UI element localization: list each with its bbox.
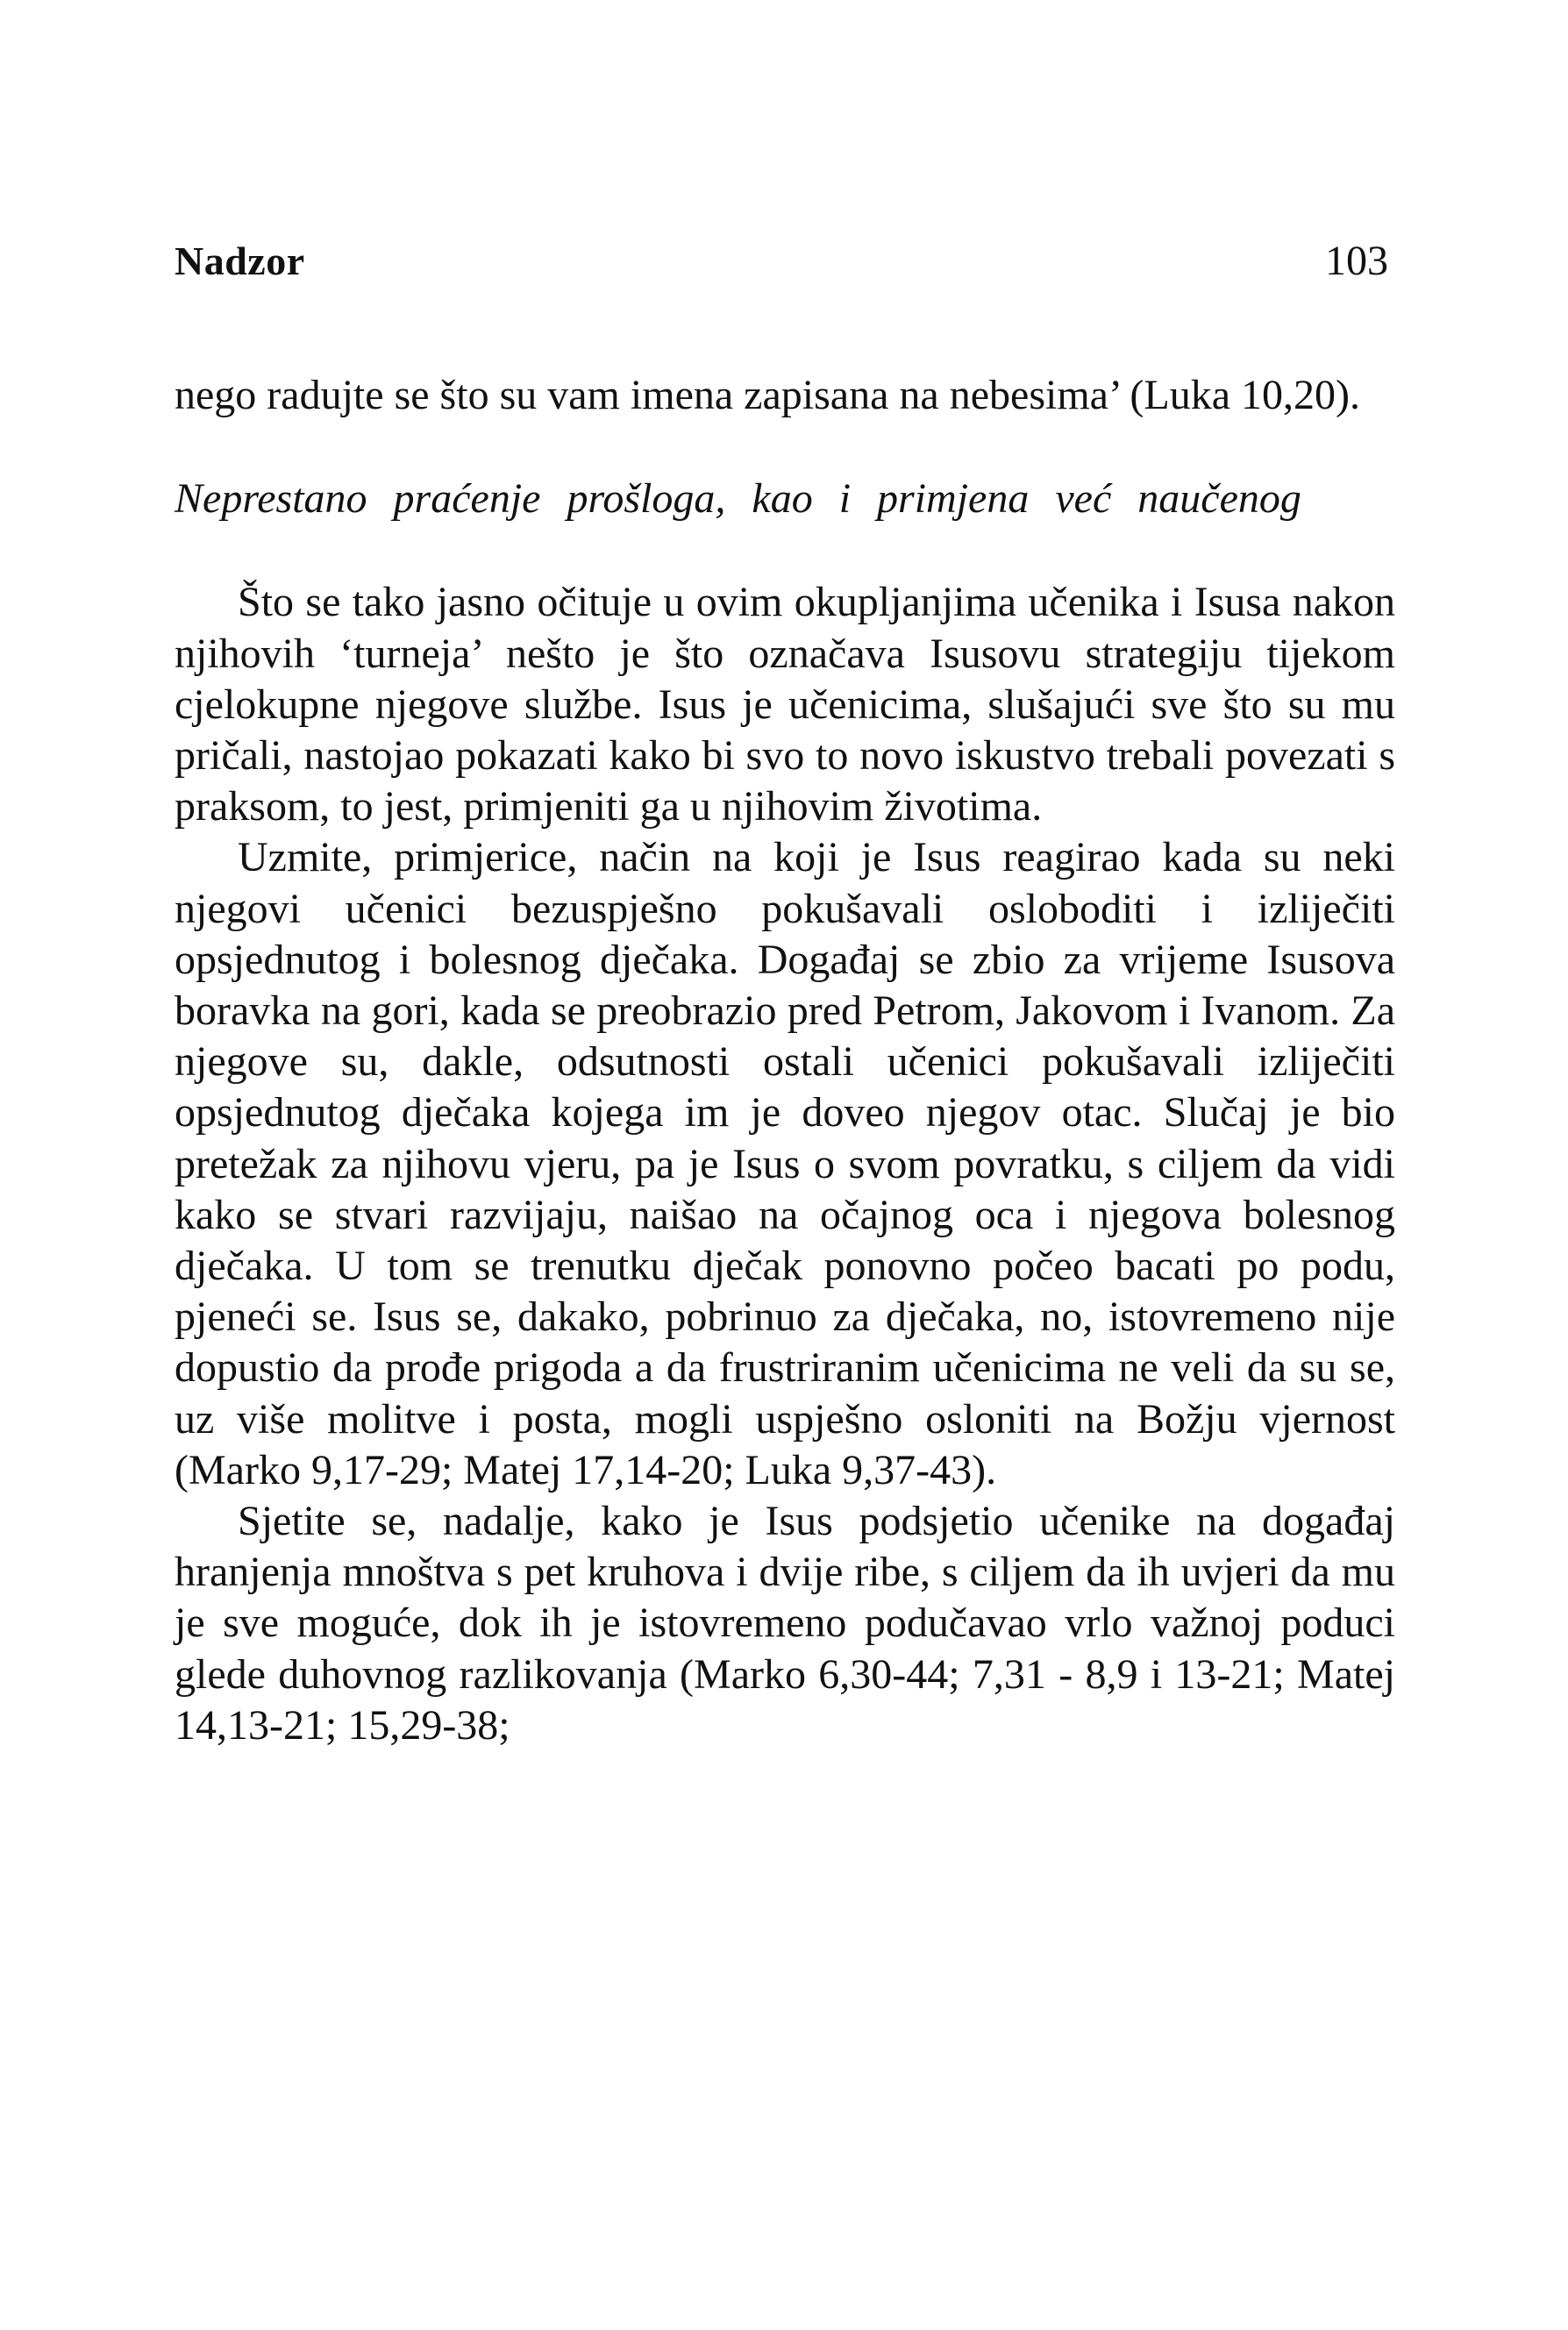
continuation-paragraph: nego radujte se što su vam imena zapisana na nebesima’ (Luka 10,20). [175,372,1360,418]
body-text [175,370,1395,1751]
paragraph: Sjetite se, nadalje, kako je Isus podsjetio učenike na događaj hranjenja mnoštva s pet kruhova i dvije ribe, s ciljem da ih uvjeri da mu je sve moguće, dok ih je istovremeno podučavao vrlo važnoj poduci glede duhovnog razlikovanja (Marko 6,30-44; 7,31 - 8,9 i 13-21; Matej 14,13-21; 15,29-38; [175,1498,1395,1749]
book-page [175,237,1395,1751]
section-heading: Neprestano praćenje prošloga, kao i primjena već naučenog [175,475,1301,523]
chapter-title: Nadzor [175,239,305,283]
paragraph: Uzmite, primjerice, način na koji je Isus reagirao kada su neki njegovi učenici bezuspješno pokušavali osloboditi i izliječiti opsjednutog i bolesnog dječaka. Događaj se zbio za vrijeme Isusova boravka na gori, kada se preobrazio pred Petrom, Jakovom i Ivanom. Za njegove su, dakle, odsutnosti ostali učenici pokušavali izliječiti opsjednutog dječaka kojega im je doveo njegov otac. Slučaj je bio pretežak za njihovu vjeru, pa je Isus o svom povratku, s ciljem da vidi kako se stvari razvijaju, naišao na očajnog oca i njegova bolesnog dječaka. U tom se trenutku dječak ponovno počeo bacati po podu, pjeneći se. Isus se, dakako, pobrinuo za dječaka, no, istovremeno nije dopustio da prođe prigoda a da frustriranim učenicima ne veli da su se, uz više molitve i posta, mogli uspješno osloniti na Božju vjernost (Marko 9,17-29; Matej 17,14-20; Luka 9,37-43). [175,834,1395,1493]
paragraph: Što se tako jasno očituje u ovim okupljanjima učenika i Isusa nakon njihovih ‘turneja’ nešto je što označava Isusovu strategiju tijekom cjelokupne njegove službe. Isus je učenicima, slušajući sve što su mu pričali, nastojao pokazati kako bi svo to novo iskustvo trebali povezati s praksom, to jest, primjeniti ga u njihovim životima. [175,579,1395,830]
page-number: 103 [1325,238,1388,284]
running-header [175,237,1395,289]
